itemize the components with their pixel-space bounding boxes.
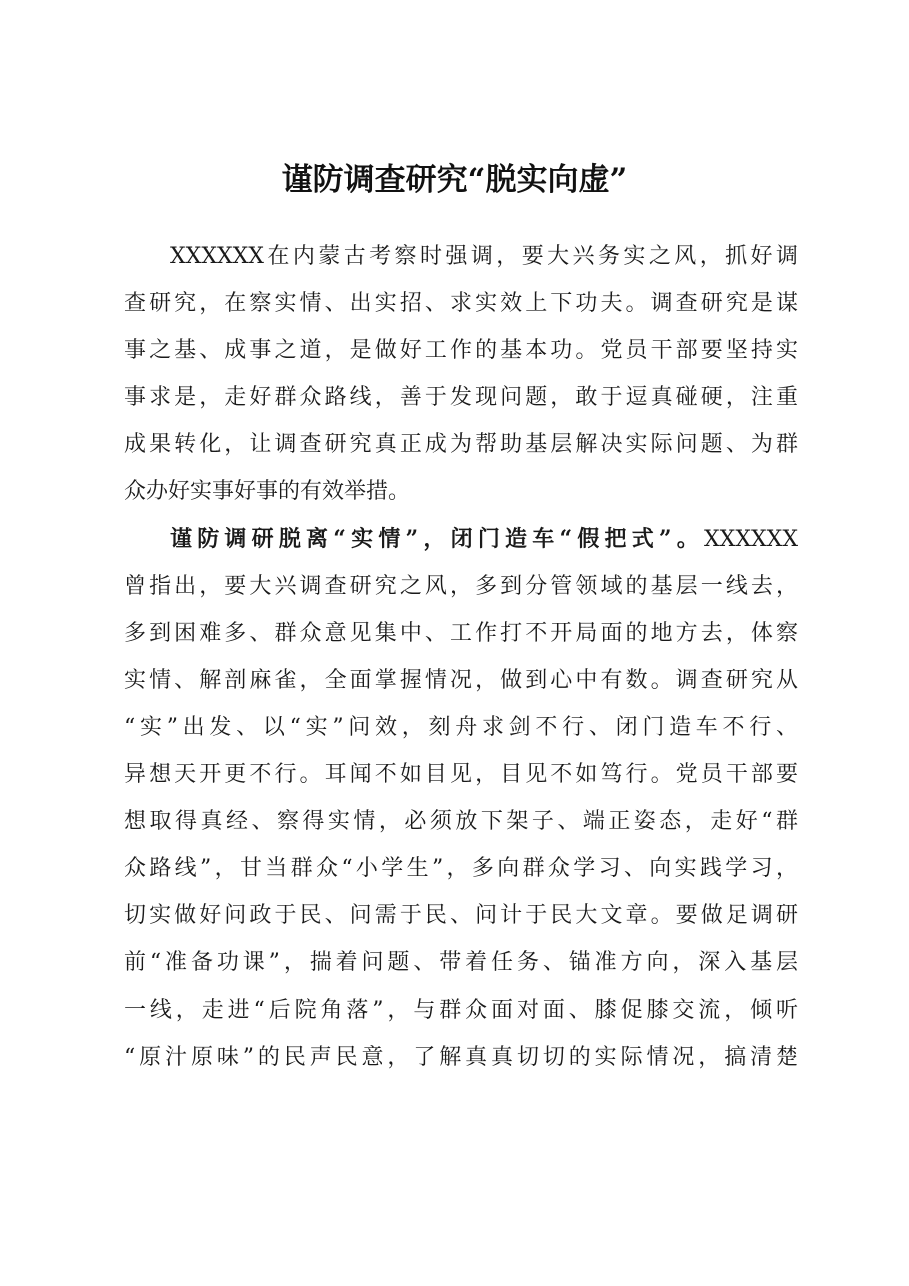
document-title: 谨防调查研究“脱实向虚” <box>281 162 628 198</box>
text-line: 事求是，走好群众路线，善于发现问题，敢于逗真碰硬，注重 <box>124 385 798 411</box>
text-line: “原汁原味”的民声民意，了解真真切切的实际情况，搞清楚 <box>124 1044 798 1070</box>
text-line: 查研究，在察实情、出实招、求实效上下功夫。调查研究是谋 <box>124 291 798 317</box>
paragraph-heading: 谨防调研脱离“实情”，闭门造车“假把式”。 <box>170 525 705 552</box>
paragraph-heading-line <box>124 516 798 563</box>
document-body <box>124 233 798 1081</box>
text-line: 众路线”，甘当群众“小学生”，多向群众学习、向实践学习， <box>124 856 798 882</box>
text-span: XXXXXX <box>704 526 798 552</box>
text-line: 成果转化，让调查研究真正成为帮助基层解决实际问题、为群 <box>124 432 798 458</box>
text-line: 前“准备功课”，揣着问题、带着任务、锚准方向，深入基层 <box>124 950 798 976</box>
text-line: 异想天开更不行。耳闻不如目见，目见不如笃行。党员干部要 <box>124 762 798 788</box>
text-line: 多到困难多、群众意见集中、工作打不开局面的地方去，体察 <box>124 620 798 646</box>
text-line: “实”出发、以“实”问效，刻舟求剑不行、闭门造车不行、 <box>124 714 798 740</box>
text-line: 想取得真经、察得实情，必须放下架子、端正姿态，走好“群 <box>124 809 798 835</box>
text-line: 实情、解剖麻雀，全面掌握情况，做到心中有数。调查研究从 <box>124 667 798 693</box>
text-line: 事之基、成事之道，是做好工作的基本功。党员干部要坚持实 <box>124 338 798 364</box>
text-line: 切实做好问政于民、问需于民、问计于民大文章。要做足调研 <box>124 903 798 929</box>
text-line: 一线，走进“后院角落”，与群众面对面、膝促膝交流，倾听 <box>124 997 798 1023</box>
text-line: 众办好实事好事的有效举措。 <box>124 479 411 505</box>
text-line: XXXXXX在内蒙古考察时强调，要大兴务实之风，抓好调 <box>170 244 798 269</box>
text-line: 曾指出，要大兴调查研究之风，多到分管领域的基层一线去， <box>124 573 798 599</box>
